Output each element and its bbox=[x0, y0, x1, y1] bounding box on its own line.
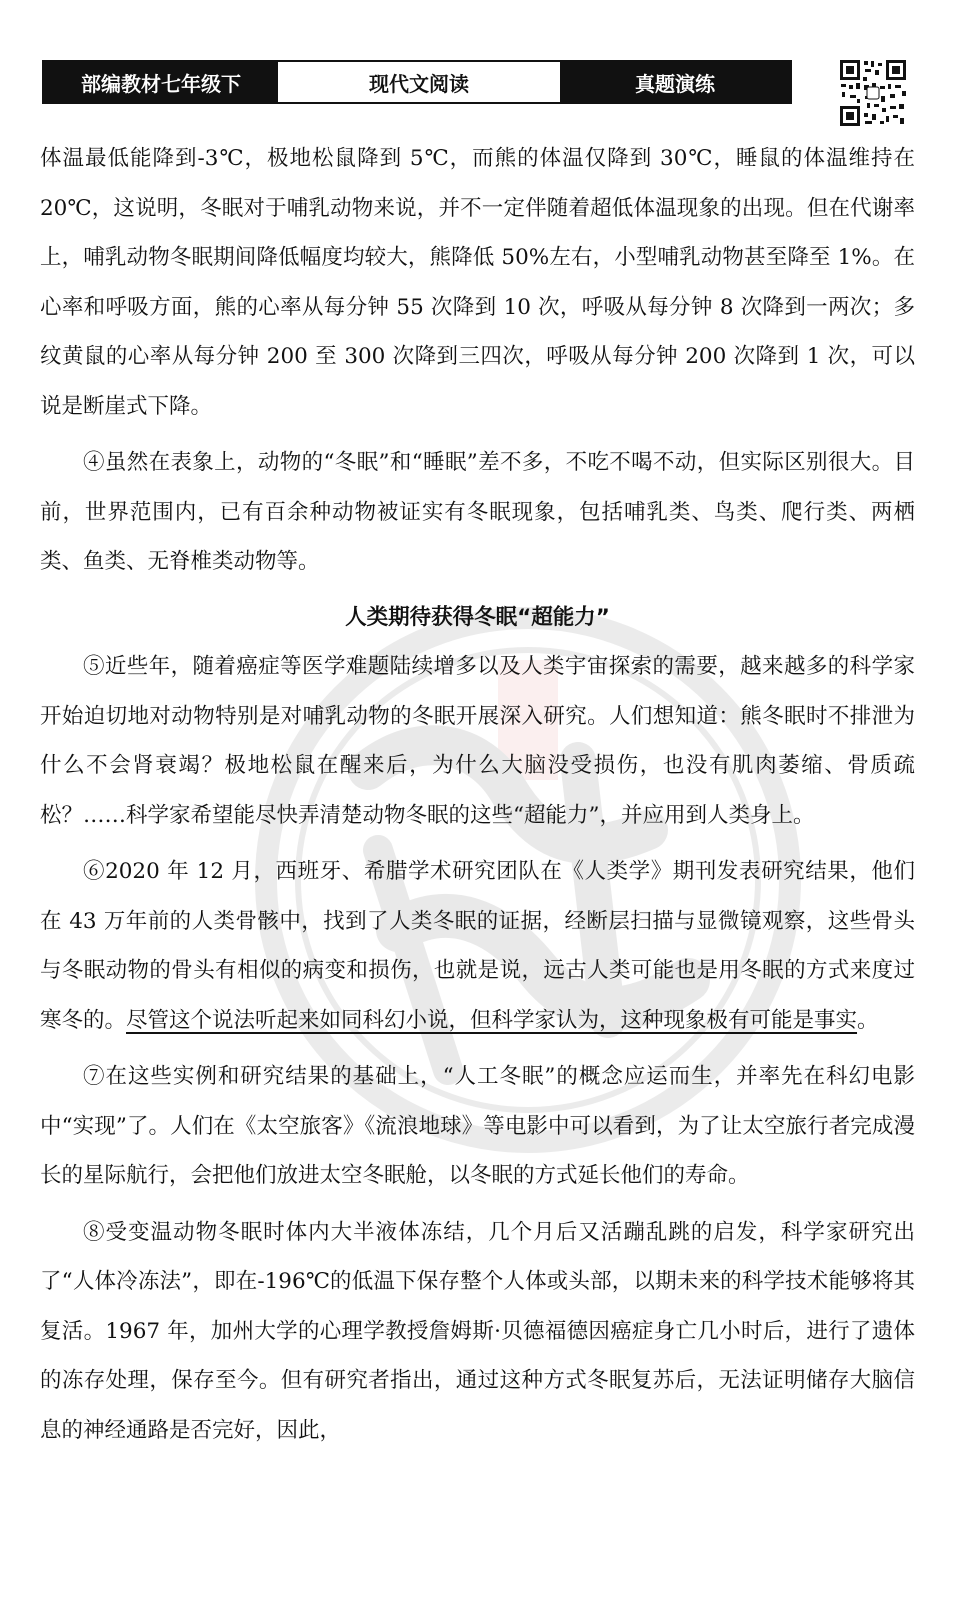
paragraph-8: ⑧受变温动物冬眠时体内大半液体冻结，几个月后又活蹦乱跳的启发，科学家研究出了“人体冷冻法”，即在-196℃的低温下保存整个人体或头部，以期未来的科学技术能够将其复活。1967 年，加州大学的心理学教授詹姆斯·贝德福德因癌症身亡几小时后，进行了遗体的冻存处理，保存至今。但有研究者指出，通过这种方式冬眠复苏后，无法证明储存大脑信息的神经通路是否完好，因此， bbox=[40, 1219, 915, 1443]
article-body bbox=[40, 134, 915, 1455]
header-section: 真题演练 bbox=[560, 62, 790, 102]
paragraph-6-end: 。 bbox=[857, 1007, 879, 1033]
section-subtitle: 人类期待获得冬眠“超能力” bbox=[345, 604, 610, 630]
paragraph-4: ④虽然在表象上，动物的“冬眠”和“睡眠”差不多，不吃不喝不动，但实际区别很大。目前，世界范围内，已有百余种动物被证实有冬眠现象，包括哺乳类、鸟类、爬行类、两栖类、鱼类、无脊椎类动物等。 bbox=[40, 450, 915, 574]
header-topic: 现代文阅读 bbox=[278, 62, 560, 102]
paragraph-6 bbox=[40, 847, 915, 1045]
paragraph-6-text: ⑥2020 年 12 月，西班牙、希腊学术研究团队在《人类学》期刊发表研究结果，他们在 43 万年前的人类骨骸中，找到了人类冬眠的证据，经断层扫描与显微镜观察，这些骨头与冬眠动物的骨头有相似的病变和损伤，也就是说，远古人类可能也是用冬眠的方式来度过寒冬的。 bbox=[40, 859, 915, 1033]
paragraph-5: ⑤近些年，随着癌症等医学难题陆续增多以及人类宇宙探索的需要，越来越多的科学家开始迫切地对动物特别是对哺乳动物的冬眠开展深入研究。人们想知道：熊冬眠时不排泄为什么不会肾衰竭？极地松鼠在醒来后，为什么大脑没受损伤，也没有肌肉萎缩、骨质疏松？……科学家希望能尽快弄清楚动物冬眠的这些“超能力”，并应用到人类身上。 bbox=[40, 654, 915, 828]
page-header bbox=[42, 60, 792, 104]
paragraph-6-underlined: 尽管这个说法听起来如同科幻小说，但科学家认为，这种现象极有可能是事实 bbox=[126, 1007, 858, 1033]
qr-code-icon bbox=[838, 58, 908, 128]
paragraph-7: ⑦在这些实例和研究结果的基础上，“人工冬眠”的概念应运而生，并率先在科幻电影中“实现”了。人们在《太空旅客》《流浪地球》等电影中可以看到，为了让太空旅行者完成漫长的星际航行，会把他们放进太空冬眠舱，以冬眠的方式延长他们的寿命。 bbox=[40, 1064, 915, 1188]
header-grade: 部编教材七年级下 bbox=[44, 62, 278, 102]
paragraph-continued: 体温最低能降到-3℃，极地松鼠降到 5℃，而熊的体温仅降到 30℃，睡鼠的体温维持在 20℃，这说明，冬眠对于哺乳动物来说，并不一定伴随着超低体温现象的出现。但在代谢率上，哺乳动物冬眠期间降低幅度均较大，熊降低 50%左右，小型哺乳动物甚至降至 1%。在心率和呼吸方面，熊的心率从每分钟 55 次降到 10 次，呼吸从每分钟 8 次降到一两次；多纹黄鼠的心率从每分钟 200 至 300 次降到三四次，呼吸从每分钟 200 次降到 1 次，可以说是断崖式下降。 bbox=[40, 146, 915, 419]
